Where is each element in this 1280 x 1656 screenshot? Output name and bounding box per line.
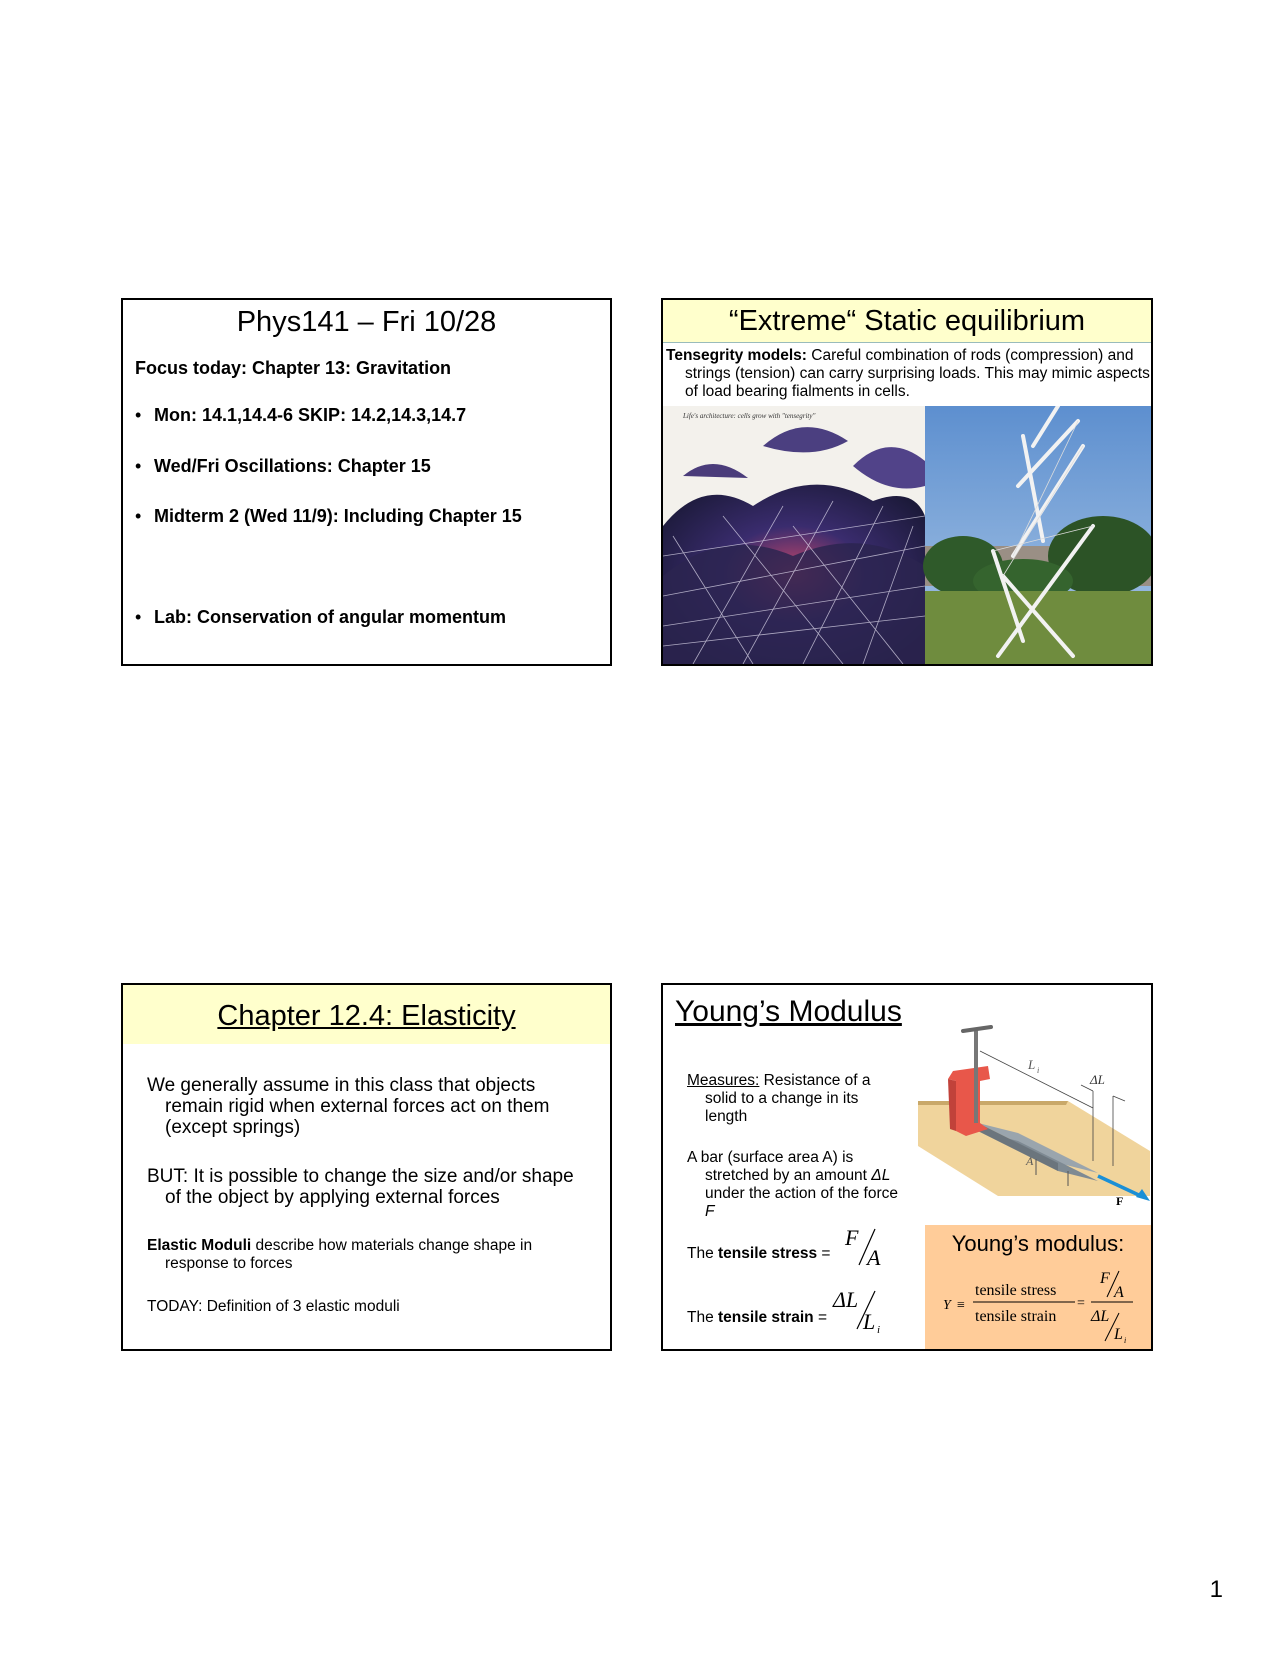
slide-4: [661, 983, 1153, 1351]
tensegrity-description: Tensegrity models: Careful combination of rods (compression) and strings (tension) can carry surprising loads. This may mimic aspects of load bearing fialments in cells.: [666, 347, 1150, 400]
svg-text:A: A: [1026, 1154, 1034, 1168]
stress-fraction: [843, 1225, 889, 1269]
svg-text:ΔL: ΔL: [833, 1287, 859, 1312]
slide-1-title: Phys141 – Fri 10/28: [236, 306, 497, 338]
tensile-strain-line: The tensile strain =: [687, 1309, 827, 1326]
svg-text:F: F: [845, 1225, 859, 1250]
image-caption: Life's architecture: cells grow with "tensegrity": [683, 412, 816, 420]
slide-3-title: Chapter 12.4: Elasticity: [123, 985, 610, 1044]
slide-2-title: “Extreme“ Static equilibrium: [663, 300, 1151, 343]
svg-text:L: L: [863, 1309, 876, 1334]
tensegrity-images: [663, 406, 1151, 664]
svg-text:ΔL: ΔL: [1091, 1308, 1110, 1325]
measures-text: Measures: Resistance of a solid to a change in its length: [687, 1072, 871, 1125]
svg-text:A: A: [1114, 1284, 1124, 1301]
slide-2: [661, 298, 1153, 666]
svg-text:tensile strain: tensile strain: [975, 1308, 1057, 1325]
rigid-assumption-text: We generally assume in this class that objects remain rigid when external forces act on them (except springs): [147, 1075, 550, 1138]
svg-text:≡: ≡: [957, 1298, 965, 1313]
svg-text:=: =: [1077, 1296, 1085, 1311]
svg-text:L: L: [1114, 1326, 1123, 1343]
bullet-item: • Mon: 14.1,14.4-6 SKIP: 14.2,14.3,14.7: [135, 405, 467, 425]
tensegrity-tower-photo: [923, 406, 1151, 664]
cell-tensegrity-image: [663, 406, 925, 664]
svg-text:Y: Y: [943, 1298, 951, 1313]
bullet-item: • Midterm 2 (Wed 11/9): Including Chapter 15: [135, 506, 522, 526]
svg-text:i: i: [877, 1324, 881, 1335]
change-shape-text: BUT: It is possible to change the size and/or shape of the object by applying external forces: [147, 1166, 574, 1208]
bullet-item: • Lab: Conservation of angular momentum: [135, 607, 507, 627]
page-number: 1: [1209, 1576, 1223, 1603]
svg-text:ΔL: ΔL: [1090, 1072, 1105, 1087]
youngs-modulus-formula: [925, 1259, 1151, 1347]
youngs-modulus-box: [925, 1225, 1151, 1349]
svg-text:A: A: [867, 1245, 881, 1269]
slide-3: [121, 983, 612, 1351]
elastic-moduli-text: Elastic Moduli describe how materials change shape in response to forces: [147, 1237, 533, 1272]
bullet-item: • Wed/Fri Oscillations: Chapter 15: [135, 456, 431, 476]
clamp-bar-figure: [918, 1021, 1150, 1221]
svg-text:tensile stress: tensile stress: [975, 1282, 1057, 1299]
slide-1: [121, 298, 612, 666]
slide-4-title: Young’s Modulus: [675, 995, 902, 1028]
strain-fraction: [831, 1285, 891, 1335]
svg-text:L: L: [1028, 1057, 1036, 1072]
svg-text:i: i: [1124, 1336, 1127, 1345]
svg-text:F: F: [1100, 1270, 1110, 1287]
svg-text:i: i: [1037, 1066, 1040, 1075]
focus-today: Focus today: Chapter 13: Gravitation: [135, 358, 452, 378]
tensile-stress-line: The tensile stress =: [687, 1245, 831, 1262]
today-text: TODAY: Definition of 3 elastic moduli: [147, 1298, 400, 1315]
svg-text:F: F: [1116, 1194, 1124, 1208]
bar-description: A bar (surface area A) is stretched by an amount ΔL under the action of the force F: [687, 1149, 899, 1220]
youngs-modulus-title: Young’s modulus:: [951, 1231, 1125, 1256]
